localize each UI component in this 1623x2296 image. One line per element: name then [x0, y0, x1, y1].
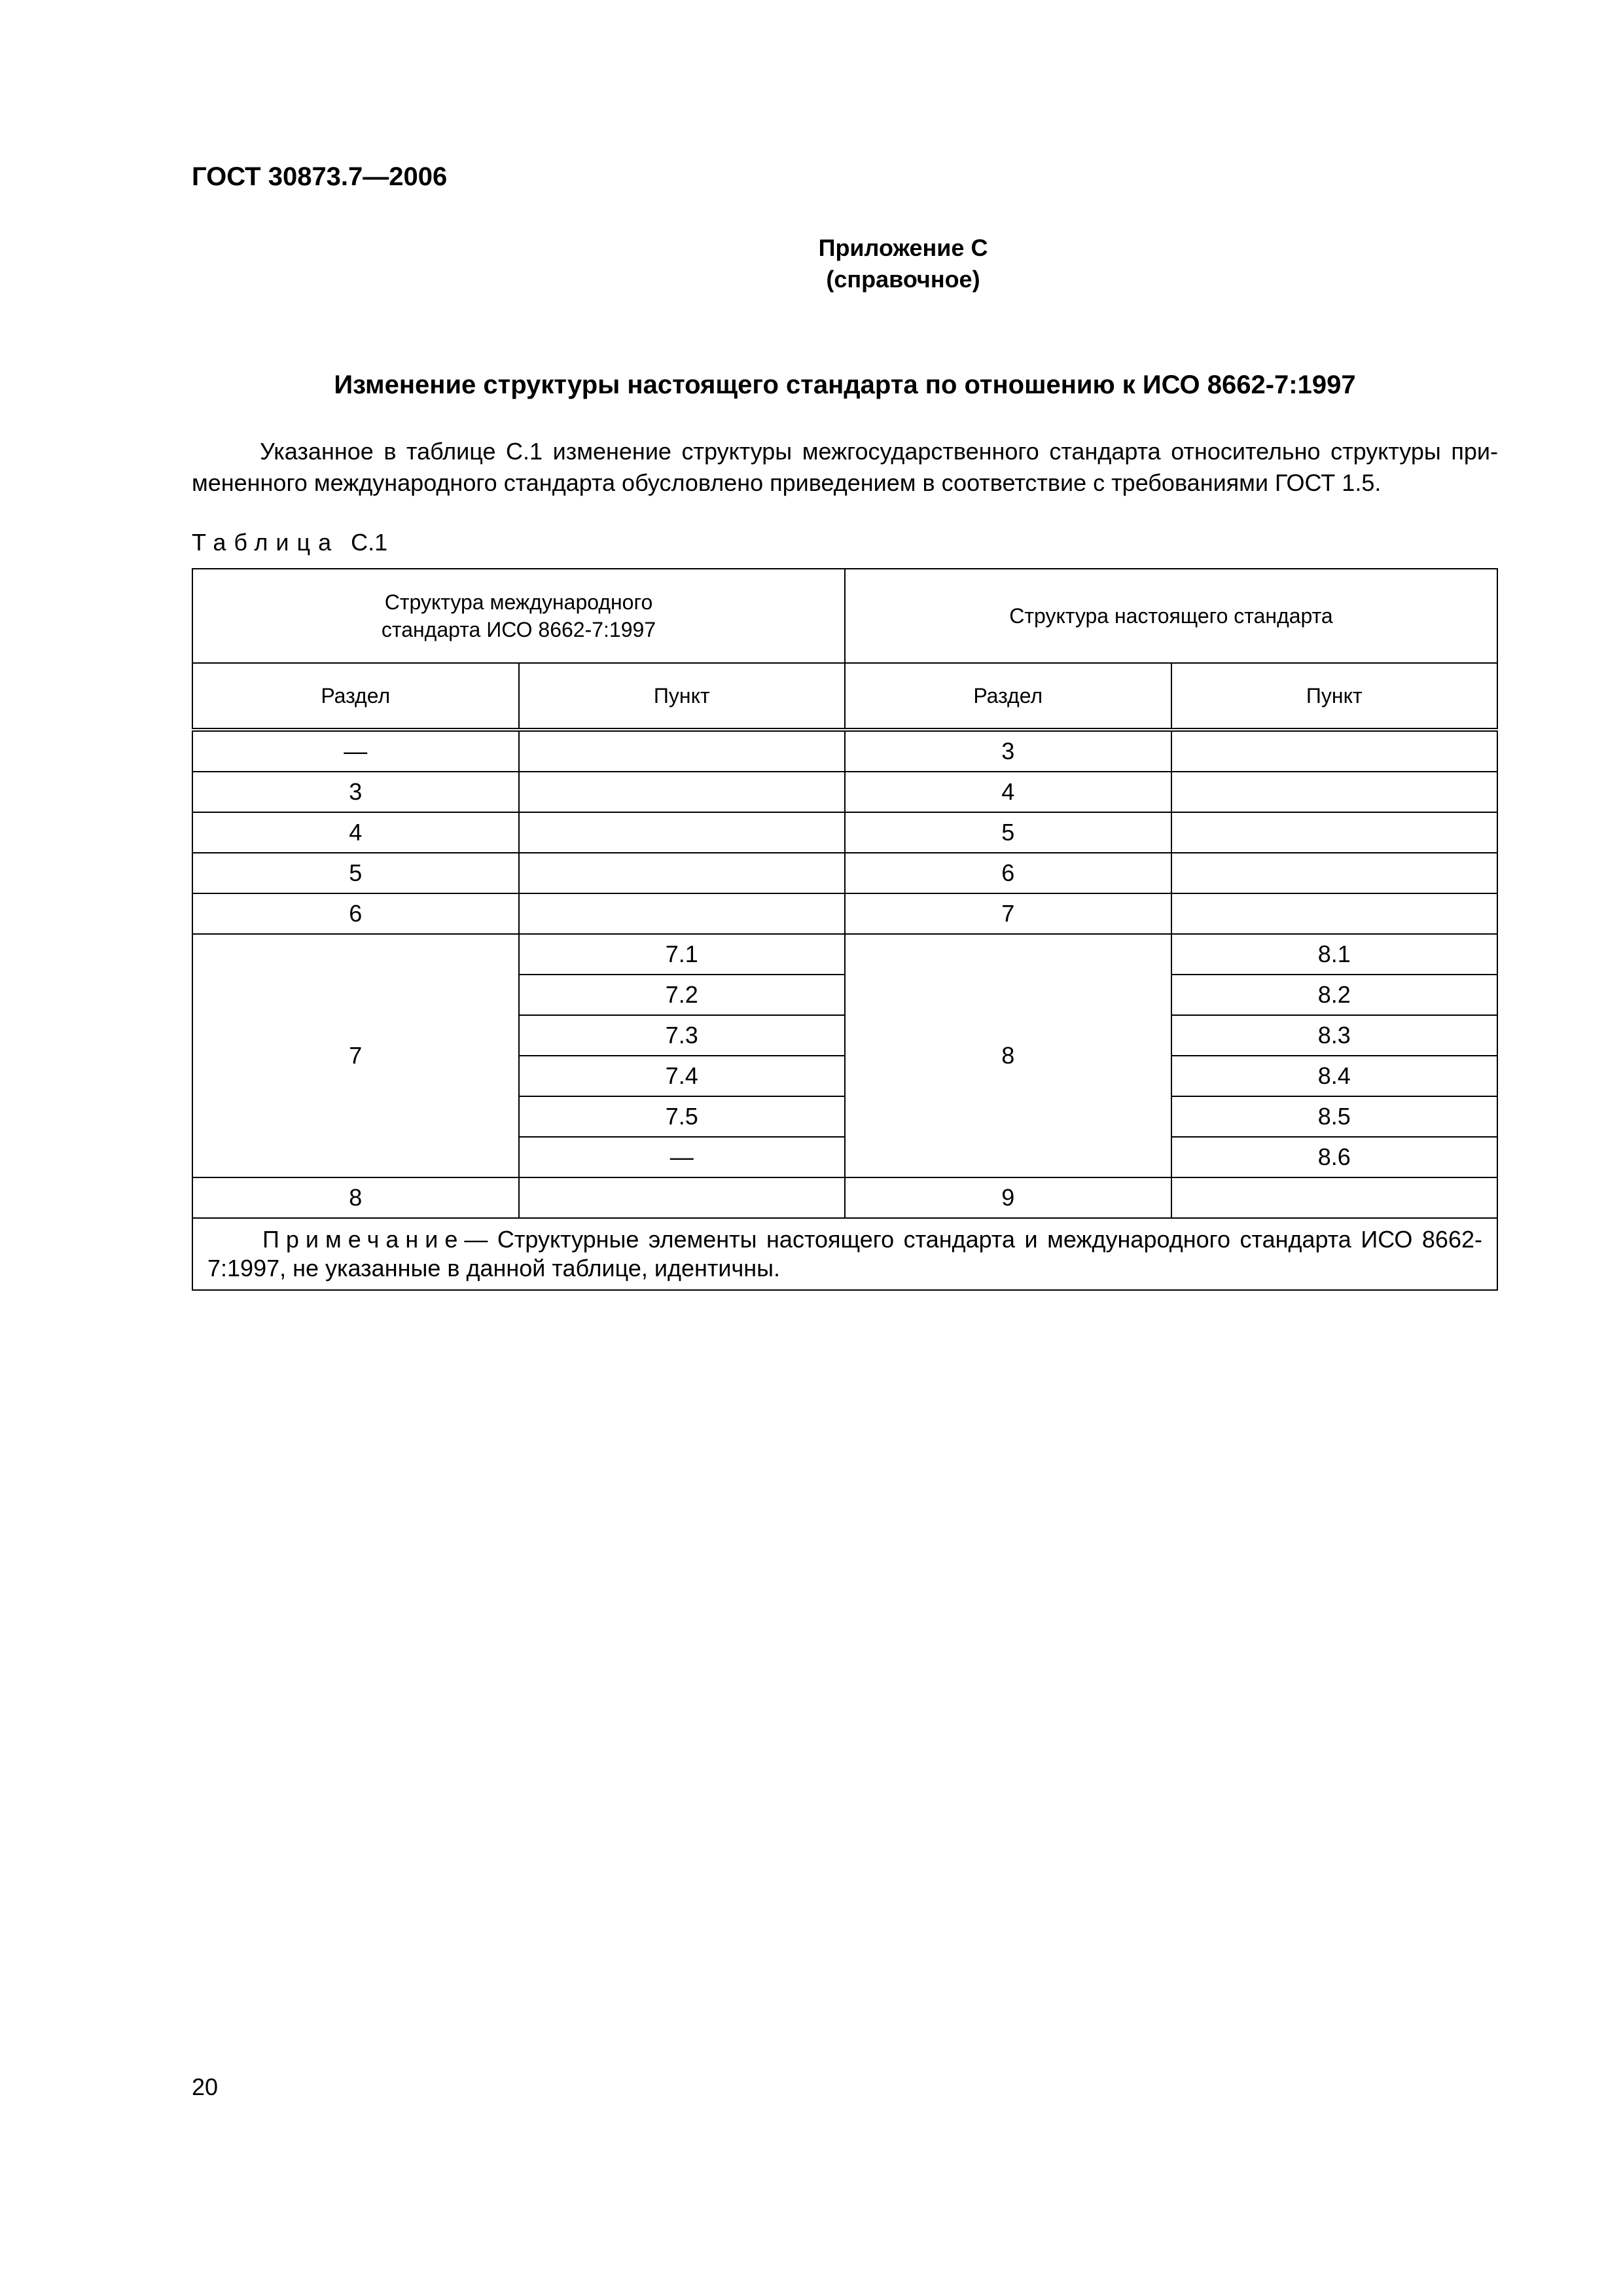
- cell-curr-section: 9: [845, 1177, 1171, 1218]
- cell-curr-clause: 8.6: [1171, 1137, 1498, 1177]
- cell-curr-section-merged: 8: [845, 934, 1171, 1177]
- appendix-heading: [707, 232, 1099, 295]
- header-intl-section: Раздел: [192, 663, 519, 730]
- section-title: Изменение структуры настоящего стандарта по отношению к ИСО 8662-7:1997: [334, 370, 1356, 399]
- cell-intl-clause: [519, 730, 846, 772]
- cell-curr-clause: 8.5: [1171, 1096, 1498, 1137]
- cell-curr-clause: 8.4: [1171, 1056, 1498, 1096]
- cell-curr-clause: [1171, 730, 1498, 772]
- cell-curr-clause: [1171, 853, 1498, 893]
- header-curr-section: Раздел: [845, 663, 1171, 730]
- table-note-row: [192, 1218, 1497, 1290]
- cell-intl-clause: —: [519, 1137, 846, 1177]
- appendix-subtitle: (справочное): [826, 266, 980, 293]
- cell-curr-clause: [1171, 893, 1498, 934]
- cell-curr-clause: [1171, 772, 1498, 812]
- structure-table: [192, 568, 1498, 1291]
- header-intl-clause: Пункт: [519, 663, 846, 730]
- table-row: [192, 1177, 1497, 1218]
- cell-intl-section: 3: [192, 772, 519, 812]
- cell-curr-clause: 8.2: [1171, 975, 1498, 1015]
- cell-intl-section-merged: 7: [192, 934, 519, 1177]
- page-number: 20: [192, 2073, 219, 2100]
- cell-curr-clause: [1171, 1177, 1498, 1218]
- cell-curr-clause: [1171, 812, 1498, 853]
- note-text: — Структурные элементы настоящего стандарта и международного стандарта ИСО 8662-7:1997, не указанные в данной таблице, идентичны.: [207, 1226, 1482, 1282]
- intro-paragraph: Указанное в таблице С.1 изменение структуры межгосударственного стандарта относительно структуры примененного международного стандарта обусловлено приведением в соответствие с требованиями ГОСТ 1.5.: [192, 438, 1498, 496]
- cell-intl-clause: 7.1: [519, 934, 846, 975]
- cell-intl-section: —: [192, 730, 519, 772]
- table-row: [192, 772, 1497, 812]
- table-caption-number: С.1: [351, 529, 388, 556]
- cell-curr-section: 4: [845, 772, 1171, 812]
- cell-intl-clause: 7.2: [519, 975, 846, 1015]
- header-curr-clause: Пункт: [1171, 663, 1498, 730]
- cell-intl-section: 6: [192, 893, 519, 934]
- table-row: [192, 893, 1497, 934]
- note-label: Примечание: [262, 1226, 465, 1253]
- cell-curr-section: 3: [845, 730, 1171, 772]
- cell-intl-clause: [519, 812, 846, 853]
- table-note: [192, 1218, 1497, 1290]
- cell-curr-section: 6: [845, 853, 1171, 893]
- document-header: ГОСТ 30873.7—2006: [192, 162, 448, 191]
- cell-intl-clause: [519, 853, 846, 893]
- cell-intl-section: 4: [192, 812, 519, 853]
- table-caption-label: Таблица: [192, 529, 340, 556]
- table-row: [192, 853, 1497, 893]
- table-caption: [192, 529, 387, 556]
- header-current-structure: Структура настоящего стандарта: [845, 569, 1497, 663]
- cell-intl-clause: [519, 1177, 846, 1218]
- cell-intl-clause: [519, 893, 846, 934]
- cell-intl-clause: 7.3: [519, 1015, 846, 1056]
- cell-curr-clause: 8.1: [1171, 934, 1498, 975]
- table-row: [192, 812, 1497, 853]
- header-international-structure: Структура международного стандарта ИСО 8662-7:1997: [192, 569, 845, 663]
- cell-intl-clause: 7.4: [519, 1056, 846, 1096]
- cell-curr-clause: 8.3: [1171, 1015, 1498, 1056]
- table-row: [192, 730, 1497, 772]
- cell-intl-section: 5: [192, 853, 519, 893]
- cell-intl-section: 8: [192, 1177, 519, 1218]
- cell-curr-section: 7: [845, 893, 1171, 934]
- cell-curr-section: 5: [845, 812, 1171, 853]
- table-row: [192, 934, 1497, 975]
- appendix-title: Приложение С: [818, 234, 988, 261]
- cell-intl-clause: [519, 772, 846, 812]
- cell-intl-clause: 7.5: [519, 1096, 846, 1137]
